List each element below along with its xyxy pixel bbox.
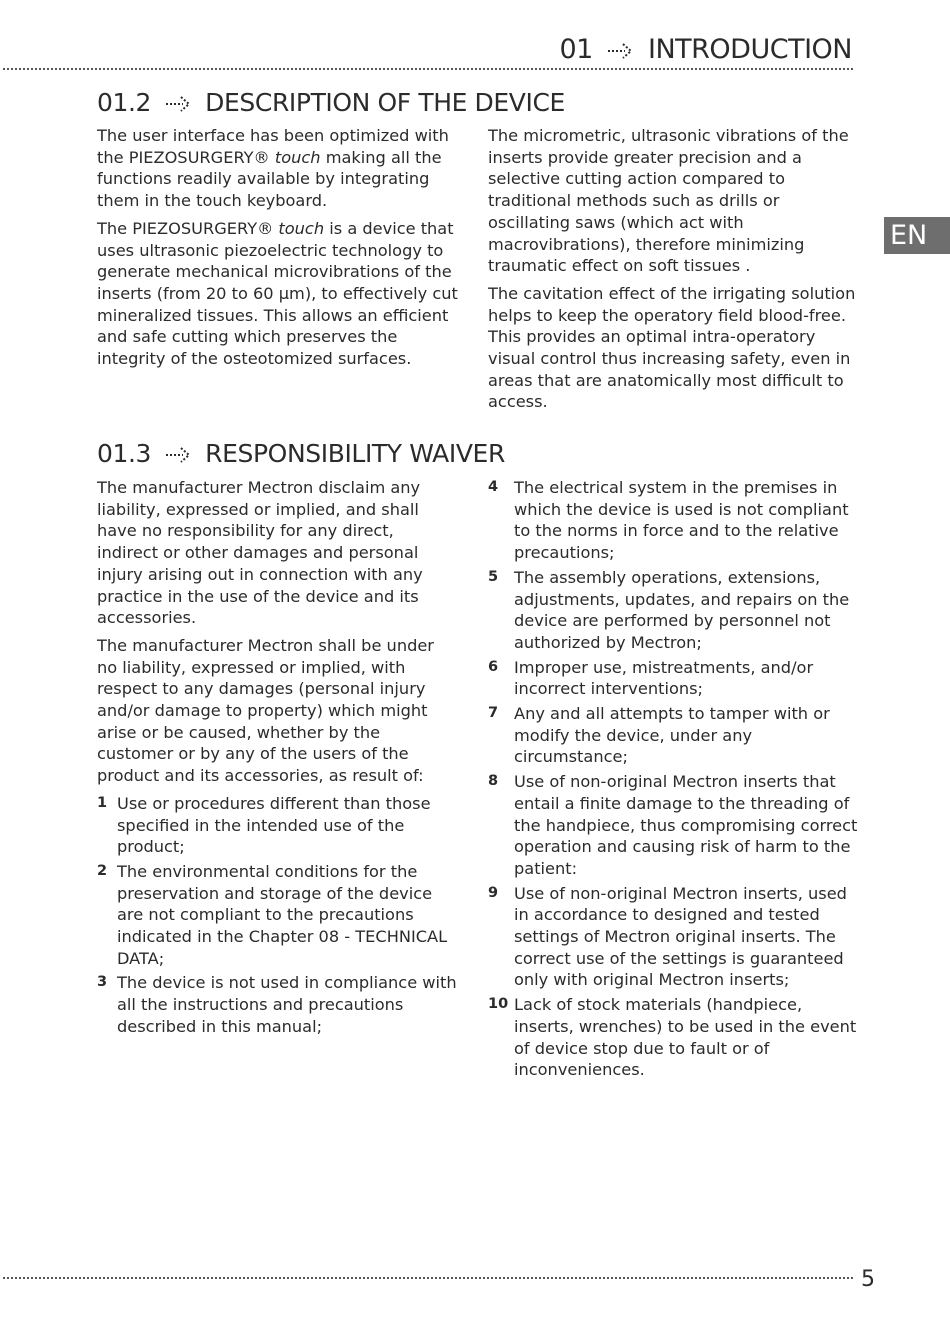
dotted-arrow-icon [166,95,192,113]
paragraph: The micrometric, ultrasonic vibrations of the inserts provide greater precision and a selective cutting action compared to traditional methods such as drills or oscillating saws (which act with macrovibrations), therefore minimizing traumatic effect on soft tissues . [488,126,849,276]
section-heading: DESCRIPTION OF THE DEVICE [205,88,565,117]
list-item: 10 Lack of stock materials (handpiece, inserts, wrenches) to be used in the event of device stop due to fault or of inconveniences. [488,995,857,1080]
waiver-list-right [488,477,860,1081]
list-item: 6 Improper use, mistreatments, and/or incorrect interventions; [488,657,814,699]
list-item: 7 Any and all attempts to tamper with or modify the device, under any circumstance; [488,704,830,767]
description-right-column [488,125,860,419]
chapter-header [559,34,852,65]
page-number: 5 [861,1267,875,1292]
header-divider [3,68,853,70]
list-item: 8 Use of non-original Mectron inserts that entail a finite damage to the threading of the handpiece, thus compromising correct operation and causing risk of harm to the patient: [488,772,858,878]
paragraph: The manufacturer Mectron shall be under no liability, expressed or implied, with respect to any damages (personal injury and/or damage to property) which might arise or be caused, whether by the customer or by any of the users of the product and its accessories, as result of: [97,635,434,786]
section-title-description [97,88,565,117]
dotted-arrow-icon [608,42,634,60]
waiver-list-left [97,793,459,1038]
paragraph: The manufacturer Mectron disclaim any liability, expressed or implied, and shall have no responsibility for any direct, indirect or other damages and personal injury arising out in connection with any practice in the use of the device and its accessories. [97,478,423,628]
paragraph: The user interface has been optimized with the PIEZOSURGERY® touch making all the functions readily available by integrating them in the touch keyboard. [97,126,449,211]
chapter-number: 01 [559,34,593,65]
description-left-column [97,125,459,376]
paragraph: The PIEZOSURGERY® touch is a device that uses ultrasonic piezoelectric technology to generate mechanical microvibrations of the inserts (from 20 to 60 µm), to effectively cut mineralized tissues. This allows an efficient and safe cutting which preserves the integrity of the osteotomized surfaces. [97,218,458,369]
list-item: 3 The device is not used in compliance with all the instructions and precautions described in this manual; [97,973,457,1036]
section-heading: RESPONSIBILITY WAIVER [205,439,505,468]
waiver-right-column [488,477,860,1084]
footer-divider [3,1277,853,1279]
list-item: 5 The assembly operations, extensions, adjustments, updates, and repairs on the device are performed by personnel not authorized by Mectron; [488,567,850,652]
section-number: 01.3 [97,439,152,468]
list-item: 2 The environmental conditions for the preservation and storage of the device are not compliant to the precautions indicated in the Chapter 08 - TECHNICAL DATA; [97,861,448,968]
language-tab: EN [884,217,950,254]
list-item: 1 Use or procedures different than those specified in the intended use of the product; [97,793,431,857]
list-item: 9 Use of non-original Mectron inserts, used in accordance to designed and tested settings of Mectron original inserts. The correct use of the settings is guaranteed only with original Mectron inserts; [488,883,847,990]
section-title-waiver [97,439,505,468]
list-item: 4 The electrical system in the premises in which the device is used is not compliant to the norms in force and to the relative precautions; [488,478,849,563]
waiver-left-column [97,477,459,1041]
dotted-arrow-icon [166,446,192,464]
paragraph: The cavitation effect of the irrigating solution helps to keep the operatory field blood-free. This provides an optimal intra-operatory visual control thus increasing safety, even in areas that are anatomically most difficult to access. [488,283,856,412]
chapter-title: INTRODUCTION [648,34,852,65]
section-number: 01.2 [97,88,152,117]
